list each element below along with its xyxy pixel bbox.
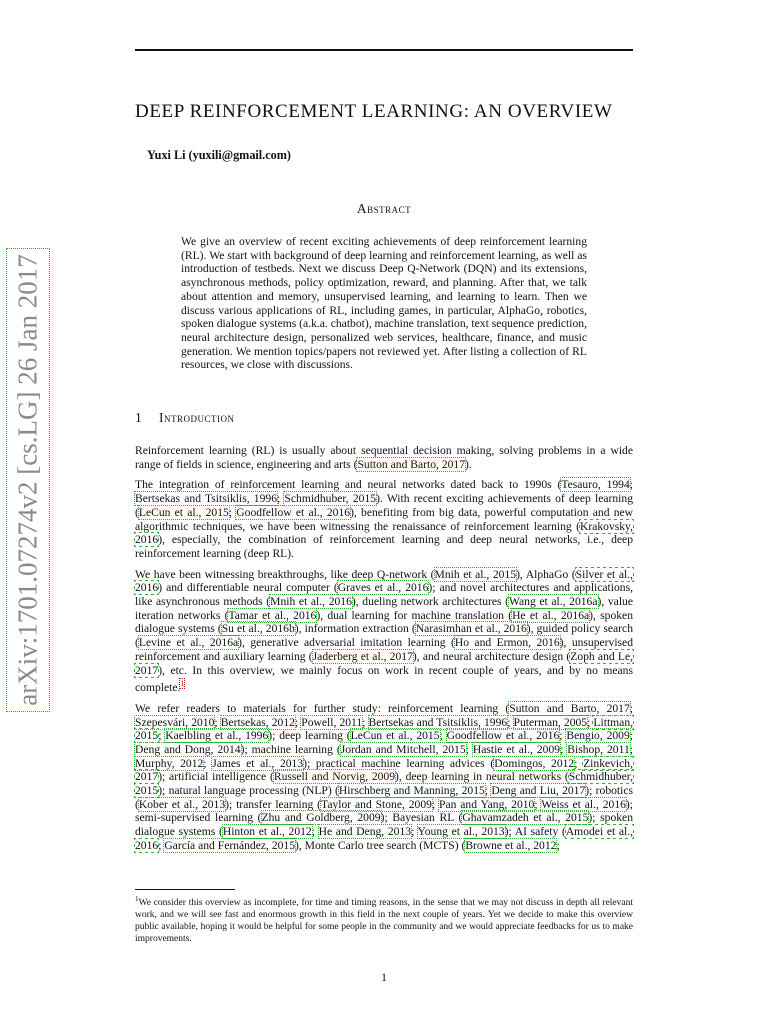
citation-link[interactable]: Tesauro, 1994 xyxy=(561,478,630,492)
citation-link[interactable]: Hastie et al., 2009 xyxy=(472,742,561,756)
citation-link[interactable]: Sutton and Barto, 2017 xyxy=(357,457,466,471)
citation-link[interactable]: Littman, 2015 xyxy=(135,715,634,743)
author-line: Yuxi Li (yuxili@gmail.com) xyxy=(147,148,291,162)
citation-link[interactable]: Su et al., 2016b xyxy=(221,622,295,636)
citation-link[interactable]: Deng and Dong, 2014 xyxy=(135,742,241,756)
citation-link[interactable]: Kaelbling et al., 1996 xyxy=(165,729,269,743)
abstract-body: We give an overview of recent exciting achievements of deep reinforcement learning (RL). We start with background of deep learning and reinforcement learning, as well as introduction of testbeds. Next we discuss Deep Q-Network (DQN) and its extensions, asynchronous methods, policy optimization, reward, and planning. After that, we talk about attention and memory, unsupervised learning, and learning to learn. Then we discuss various applications of RL, including games, in particular, AlphaGo, robotics, spoken dialogue systems (a.k.a. chatbot), machine translation, text sequence prediction, neural architecture design, personalized web services, healthcare, finance, and music generation. We mention topics/papers not reviewed yet. After listing a collection of RL resources, we close with discussions. xyxy=(181,235,587,372)
citation-link[interactable]: Schmidhuber, 2015 xyxy=(135,770,634,798)
abstract-heading: Abstract xyxy=(356,201,412,216)
citation-link[interactable]: Bengio, 2009 xyxy=(566,729,630,743)
introduction-body xyxy=(135,444,633,860)
citation-link[interactable]: Bertsekas, 2012 xyxy=(220,715,295,729)
citation-link[interactable]: Ho and Ermon, 2016 xyxy=(454,636,560,650)
citation-link[interactable]: Bishop, 2011 xyxy=(567,742,630,756)
citation-link[interactable]: Bertsekas and Tsitsiklis, 1996 xyxy=(368,715,508,729)
section-heading xyxy=(135,410,235,426)
footnote-marker: 1 xyxy=(135,895,139,903)
paragraph-4: We refer readers to materials for further study: reinforcement learning (Sutton and Barto, 2017; Szepesvári, 2010; Bertsekas, 2012; Powell, 2011; Bertsekas and Tsitsiklis, 1996; Puterman, 2005; Littman, 2015; Kaelbling et al., 1996); deep learning (LeCun et al., 2015; Goodfellow et al., 2016; Bengio, 2009; Deng and Dong, 2014); machine learning (Jordan and Mitchell, 2015; Hastie et al., 2009; Bishop, 2011; Murphy, 2012; James et al., 2013); practical machine learning advices (Domingos, 2012; Zinkevich, 2017); artificial intelligence (Russell and Norvig, 2009), deep learning in neural networks (Schmidhuber, 2015); natural language processing (NLP) (Hirschberg and Manning, 2015; Deng and Liu, 2017); robotics (Kober et al., 2013); transfer learning (Taylor and Stone, 2009; Pan and Yang, 2010; Weiss et al., 2016); semi-supervised learning (Zhu and Goldberg, 2009); Bayesian RL (Ghavamzadeh et al., 2015); spoken dialogue systems (Hinton et al., 2012; He and Deng, 2013; Young et al., 2013); AI safety (Amodei et al., 2016; García and Fernández, 2015), Monte Carlo tree search (MCTS) (Browne et al., 2012; xyxy=(135,701,634,852)
citation-link[interactable]: Jaderberg et al., 2017 xyxy=(312,649,413,663)
arxiv-identifier-text: arXiv:1701.07274v2 [cs.LG] 26 Jan 2017 xyxy=(12,254,43,706)
header-rule xyxy=(135,49,633,51)
citation-link[interactable]: Hirschberg and Manning, 2015 xyxy=(338,784,485,798)
citation-link[interactable]: Zhu and Goldberg, 2009 xyxy=(261,811,381,825)
citation-link[interactable]: Weiss et al., 2016 xyxy=(541,797,626,811)
citation-link[interactable]: Silver et al., 2016 xyxy=(135,567,633,595)
citation-link[interactable]: Pan and Yang, 2010 xyxy=(439,797,535,811)
citation-link[interactable]: Mnih et al., 2016 xyxy=(270,595,352,609)
citation-link[interactable]: Goodfellow et al., 2016 xyxy=(446,729,560,743)
footnote-link[interactable]: 1 xyxy=(180,679,185,689)
citation-link[interactable]: He and Deng, 2013 xyxy=(318,825,412,839)
citation-link[interactable]: Mnih et al., 2015 xyxy=(434,567,517,581)
citation-link[interactable]: Graves et al., 2016 xyxy=(337,581,429,595)
citation-link[interactable]: Sutton and Barto, 2017 xyxy=(509,701,630,715)
citation-link[interactable]: LeCun et al., 2015 xyxy=(138,505,229,519)
citation-link[interactable]: Wang et al., 2016a xyxy=(509,595,598,609)
citation-link[interactable]: Zinkevich, 2017 xyxy=(135,756,633,784)
citation-link[interactable]: Tamar et al., 2016 xyxy=(228,608,317,622)
paragraph-2: The integration of reinforcement learning and neural networks dated back to 1990s (Tesauro, 1994; Bertsekas and Tsitsiklis, 1996; Schmidhuber, 2015). With recent exciting achievements of deep learning (LeCun et al., 2015; Goodfellow et al., 2016), benefiting from big data, powerful computation and new algorithmic techniques, we have been witnessing the renaissance of reinforcement learning (Krakovsky, 2016), especially, the combination of reinforcement learning and deep neural networks, i.e., deep reinforcement learning (deep RL). xyxy=(135,478,634,560)
citation-link[interactable]: Amodei et al., 2016 xyxy=(135,825,634,852)
citation-link[interactable]: Taylor and Stone, 2009 xyxy=(321,797,432,811)
footnote xyxy=(135,893,633,945)
citation-link[interactable]: Hinton et al., 2012 xyxy=(222,825,312,839)
citation-link[interactable]: Kober et al., 2013 xyxy=(138,797,226,811)
citation-link[interactable]: Bertsekas and Tsitsiklis, 1996 xyxy=(135,492,277,506)
citation-link[interactable]: García and Fernández, 2015 xyxy=(164,838,296,852)
citation-link[interactable]: Browne et al., 2012 xyxy=(465,838,557,852)
citation-link[interactable]: Deng and Liu, 2017 xyxy=(491,784,586,798)
paper-title: DEEP REINFORCEMENT LEARNING: AN OVERVIEW xyxy=(135,101,613,122)
page-number: 1 xyxy=(381,970,387,984)
citation-link[interactable]: Levine et al., 2016a xyxy=(138,636,239,650)
citation-link[interactable]: Puterman, 2005 xyxy=(513,715,588,729)
paragraph-1: Reinforcement learning (RL) is usually about sequential decision making, solving problems in a wide range of fields in science, engineering and arts (Sutton and Barto, 2017). xyxy=(135,444,633,471)
arxiv-identifier-stamp[interactable] xyxy=(8,250,48,710)
section-number: 1 xyxy=(135,410,142,425)
citation-link[interactable]: He et al., 2016a xyxy=(512,608,590,622)
citation-link[interactable]: Domingos, 2012 xyxy=(494,756,575,770)
section-title: Introduction xyxy=(159,410,235,425)
citation-link[interactable]: Ghavamzadeh et al., 2015 xyxy=(462,811,589,825)
citation-link[interactable]: Goodfellow et al., 2016 xyxy=(236,505,351,519)
citation-link[interactable]: Schmidhuber, 2015 xyxy=(284,492,377,506)
citation-link[interactable]: Murphy, 2012 xyxy=(135,756,204,770)
citation-link[interactable]: Jordan and Mitchell, 2015 xyxy=(340,742,466,756)
citation-link[interactable]: LeCun et al., 2015 xyxy=(350,729,440,743)
paragraph-3: We have been witnessing breakthroughs, like deep Q-network (Mnih et al., 2015), AlphaGo (Silver et al., 2016) and differentiable neural computer (Graves et al., 2016); and novel architectures and applications, like asynchronous methods (Mnih et al., 2016), dueling network architectures (Wang et al., 2016a), value iteration networks (Tamar et al., 2016), dual learning for machine translation (He et al., 2016a), spoken dialogue systems (Su et al., 2016b), information extraction (Narasimhan et al., 2016), guided policy search (Levine et al., 2016a), generative adversarial imitation learning (Ho and Ermon, 2016), unsupervised reinforcement and auxiliary learning (Jaderberg et al., 2017), and neural architecture design (Zoph and Le, 2017), etc. In this overview, we mainly focus on work in recent couple of years, and by no means complete.$^1$ xyxy=(135,567,633,695)
citation-link[interactable]: Szepesvári, 2010 xyxy=(135,715,215,729)
citation-link[interactable]: Narasimhan et al., 2016 xyxy=(415,622,527,636)
citation-link[interactable]: Powell, 2011 xyxy=(301,715,363,729)
citation-link[interactable]: Young et al., 2013 xyxy=(417,825,505,839)
footnote-rule xyxy=(135,889,235,890)
citation-link[interactable]: James et al., 2013 xyxy=(212,756,304,770)
citation-link[interactable]: Russell and Norvig, 2009 xyxy=(273,770,396,784)
citation-link[interactable]: Krakovsky, 2016 xyxy=(135,519,633,547)
footnote-text: We consider this overview as incomplete, for time and timing reasons, in the sense that we may not discuss in depth all relevant work, and we will see fast and enormous growth in this field in the next couple of years. Yet we decide to make this overview public available, hoping it would be helpful for some people in the community and we would appreciate feedbacks for us to make improvements. xyxy=(135,898,633,945)
citation-link[interactable]: Zoph and Le, 2017 xyxy=(135,649,633,677)
